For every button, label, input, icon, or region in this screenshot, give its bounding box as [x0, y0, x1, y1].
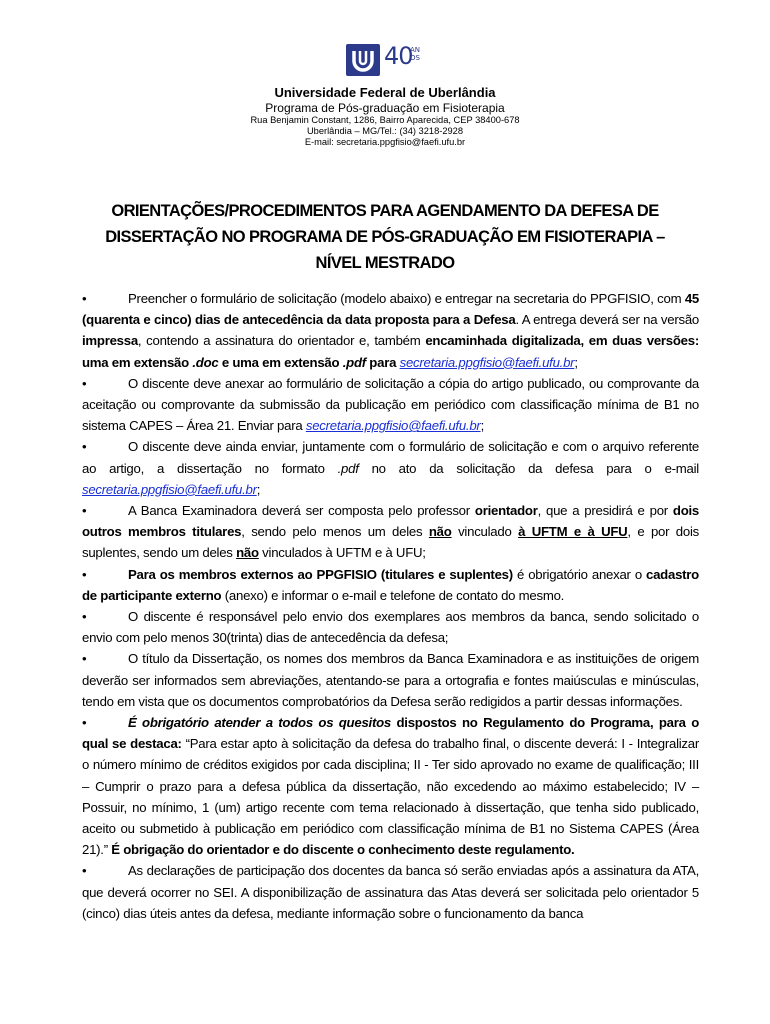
list-item: • O discente deve ainda enviar, juntamente com o formulário de solicitação e com o arquivo referente ao artigo, a dissertação no formato .pdf no ato da solicitação da defesa para o e-mail secretaria.ppgfisio@faefi.ufu.br;	[82, 436, 699, 500]
logo-number: 40	[384, 42, 413, 70]
bullet: •	[82, 715, 87, 731]
list-item: • É obrigatório atender a todos os quesitos dispostos no Regulamento do Programa, para o qual se destaca: “Para estar apto à solicitação da defesa do trabalho final, o discente deverá: I - Integralizar o número mínimo de créditos exigidos por cada disciplina; II - Ter sido aprovado no exame de qualificação; III – Cumprir o prazo para a defesa pública da dissertação, não excedendo ao máximo estabelecido; IV – Possuir, no mínimo, 1 (um) artigo recente com tema relacionado à dissertação, que tenha sido publicado, aceito ou submetido à publicação em periódico com classificação mínima de B1 no Sistema CAPES (Área 21).” É obrigação do orientador e do discente o conhecimento deste regulamento.	[82, 712, 699, 860]
bullet: •	[82, 651, 87, 667]
list-item: • As declarações de participação dos docentes da banca só serão enviadas após a assinatura da ATA, que deverá ocorrer no SEI. A disponibilização de assinatura das Atas deverá ser solicitada pelo orientador 5 (cinco) dias úteis antes da defesa, mediante informação sobre o funcionamento da banca	[82, 860, 699, 924]
city-phone: Uberlândia – MG/Tel.: (34) 3218-2928	[306, 126, 464, 136]
document-title	[60, 198, 710, 276]
address: Rua Benjamin Constant, 1286, Bairro Aparecida, CEP 38400-678	[250, 115, 520, 125]
bullet: •	[82, 375, 87, 391]
university-name: Universidade Federal de Uberlândia	[274, 85, 496, 100]
list-item: • Preencher o formulário de solicitação (modelo abaixo) e entregar na secretaria do PPGFISIO, com 45 (quarenta e cinco) dias de antecedência da data proposta para a Defesa. A entrega deverá ser na versão impressa, contendo a assinatura do orientador e, também encaminhada digitalizada, em duas versões: uma em extensão .doc e uma em extensão .pdf para secretaria.ppgfisio@faefi.ufu.br;	[82, 288, 699, 373]
title-line-1: ORIENTAÇÕES/PROCEDIMENTOS PARA AGENDAMENTO DA DEFESA DE	[111, 202, 659, 220]
email-link[interactable]: secretaria.ppgfisio@faefi.ufu.br	[399, 354, 575, 370]
bullet: •	[82, 439, 87, 455]
bullet: •	[82, 566, 87, 582]
logo-anos	[410, 46, 420, 62]
list-item: • O discente deve anexar ao formulário de solicitação a cópia do artigo publicado, ou comprovante da aceitação ou comprovante da submissão da publicação em periódico com classificação mínima de B1 no sistema CAPES – Área 21. Enviar para secretaria.ppgfisio@faefi.ufu.br;	[82, 373, 699, 437]
list-item: • A Banca Examinadora deverá ser composta pelo professor orientador, que a presidirá e por dois outros membros titulares, sendo pelo menos um deles não vinculado à UFTM e à UFU, e por dois suplentes, sendo um deles não vinculados à UFTM e à UFU;	[82, 500, 699, 564]
email-link[interactable]: secretaria.ppgfisio@faefi.ufu.br	[305, 418, 481, 434]
email-link[interactable]: secretaria.ppgfisio@faefi.ufu.br	[82, 481, 257, 497]
bullet: •	[82, 291, 87, 306]
email-line: E-mail: secretaria.ppgfisio@faefi.ufu.br	[304, 137, 466, 147]
ufu-40-anos-logo	[346, 44, 426, 76]
program-name: Programa de Pós-graduação em Fisioterapia	[265, 101, 505, 115]
bullet: •	[82, 863, 87, 879]
list-item: • Para os membros externos ao PPGFISIO (titulares e suplentes) é obrigatório anexar o cadastro de participante externo (anexo) e informar o e-mail e telefone de contato do mesmo.	[82, 564, 699, 606]
logo-anos-line1: AN	[410, 46, 421, 54]
logo-anos-line2: OS	[410, 54, 420, 62]
ufu-logo-icon	[346, 44, 380, 76]
list-item: • O discente é responsável pelo envio dos exemplares aos membros da banca, sendo solicitado o envio com pelo menos 30(trinta) dias de antecedência da defesa;	[82, 606, 699, 648]
instructions-list	[82, 288, 699, 924]
letterhead	[0, 84, 770, 148]
bullet: •	[82, 503, 87, 519]
list-item: • O título da Dissertação, os nomes dos membros da Banca Examinadora e as instituições de origem deverão ser informados sem abreviações, atentando-se para a ortografia e fontes maiúsculas e minúsculas, tendo em vista que os documentos comprobatórios da Defesa serão redigidos a partir dessas informações.	[82, 648, 699, 712]
bullet: •	[82, 609, 87, 625]
title-line-3: NÍVEL MESTRADO	[315, 254, 455, 272]
title-line-2: DISSERTAÇÃO NO PROGRAMA DE PÓS-GRADUAÇÃO EM FISIOTERAPIA –	[105, 228, 665, 246]
